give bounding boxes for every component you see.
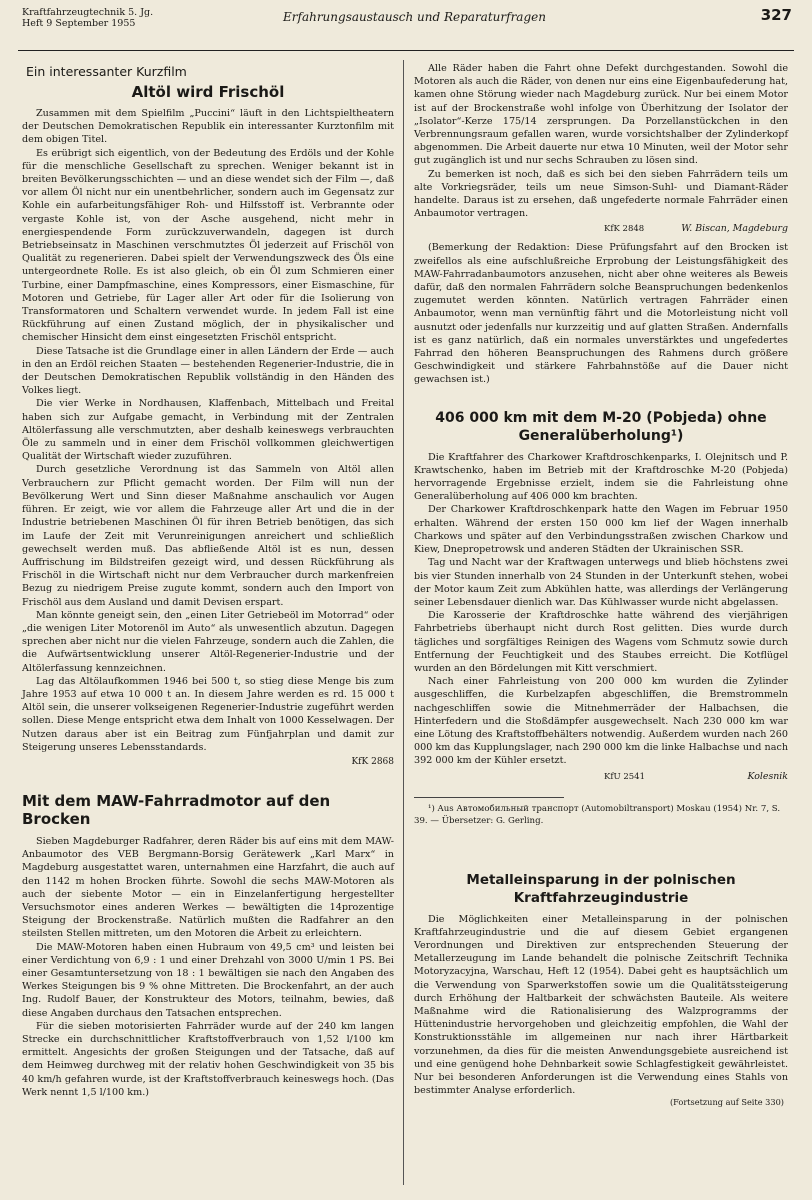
article2-signature [414,223,788,235]
article3-reference: KfU 2541 [604,771,645,782]
article1-title: Altöl wird Frischöl [131,83,285,101]
article3-paragraph: Die Karosserie der Kraftdroschke hatte während des vierjährigen Fahrbetriebs überhaupt nicht durch Rost gelitten. Dies wurde durch tägliches und sorgfältiges Reinigen des Wagens vom Schmutz sowie durch Entfernung der Feuchtigkeit und des Staubes erreicht. Die Kotflügel wurden an den Bördelungen mit Kitt verschmiert. [414,610,788,674]
header-divider [18,50,794,51]
right-column [414,62,788,1108]
section-title: Erfahrungsaustausch und Reparaturfragen [283,10,546,24]
article1-reference: KfK 2868 [351,756,394,767]
article3-author: Kolesnik [747,770,788,782]
article2-author: W. Biscan, Magdeburg [681,223,788,235]
article2-reference: KfK 2848 [604,224,645,235]
article2-title: Mit dem MAW-Fahrradmotor auf den Brocken [22,791,331,828]
editor-note: (Bemerkung der Redaktion: Diese Prüfungsfahrt auf den Brocken ist zweifellos als eine aufschlußreiche Erprobung der Leistungsfähigkeit des MAW-Fahrradanbaumotors anzusehen, nicht aber ohne weiteres als Beweis dafür, daß den normalen Fahrrädern solche Beanspruchungen bedenkenlos zugemutet werden könnten. Natürlich vertragen Fahrräder einen Anbaumotor, wenn man vernünftig fährt und die Motorleistung nicht voll ausnutzt oder jedenfalls nur kurzzeitig und auf glatten Straßen. Andernfalls ist es ganz natürlich, daß ein normales unverstärktes und ungefedertes Fahrrad den höheren Beanspruchungen des Rahmens durch größere Geschwindigkeit und stärkere Fahrbahnstöße auf die Dauer nicht gewachsen ist.) [414,242,788,386]
article3-paragraph: Tag und Nacht war der Kraftwagen unterwegs und blieb höchstens zwei bis vier Stunden innerhalb von 24 Stunden in der Unterkunft stehen, wobei der Motor kaum Zeit zum Abkühlen hatte, was allerdings der Verlängerung seiner Lebensdauer dienlich war. Das Kühlwasser wurde nicht abgelassen. [414,557,788,608]
article3-title: 406 000 km mit dem M-20 (Pobjeda) ohne Generalüberholung¹) [435,409,767,444]
article1-paragraph: Die vier Werke in Nordhausen, Klaffenbach, Mittelbach und Freital haben sich zur Aufgabe gemacht, in Verbindung mit der Zentralen Altölerfassung alle verschmutzten, aber deshalb keineswegs verbrauchten Öle zu sammeln und in einer dem Frischöl vollkommen gleichwertigen Qualität der Wirtschaft wieder zuzuführen. [22,398,394,463]
journal-line-1: Kraftfahrzeugtechnik 5. Jg. [22,7,154,18]
column-divider [403,60,404,1185]
article2-paragraph: Zu bemerken ist noch, daß es sich bei den sieben Fahrrädern teils um alte Vorkriegsräder, teils um neue Simson-Suhl- und Diamant-Räder handelte. Daraus ist zu ersehen, daß ungefederte normale Fahrräder einen Anbaumotor vertragen. [414,168,788,220]
article3-footnote: ¹) Aus Автомобильный транспорт (Automobiltransport) Moskau (1954) Nr. 7, S. 39. — Übersetzer: G. Gerling. [414,803,781,826]
article2-paragraph: Die MAW-Motoren haben einen Hubraum von 49,5 cm³ und leisten bei einer Verdichtung von 6,9 : 1 und einer Drehzahl von 3000 U/min 1 PS. Bei einer Gesamtuntersetzung von 18 : 1 bewältigen sie nach den Angaben des Werkes Steigungen bis 9 % ohne Mittreten. Die Brockenfahrt, an der auch Ing. Rudolf Bauer, der Konstrukteur des Motors, teilnahm, bewies, daß diese Angaben durchaus den Tatsachen entsprechen. [22,941,394,1019]
article1-paragraph: Lag das Altölaufkommen 1946 bei 500 t, so stieg diese Menge bis zum Jahre 1953 auf etwa 10 000 t an. In diesem Jahre werden es rd. 15 000 t Altöl sein, die unserer volkseigenen Regenerier-Industrie zugeführt werden sollen. Diese Menge entspricht etwa dem Inhalt von 1000 Kesselwagen. Der Nutzen daraus aber ist ein Beitrag zum Fünfjahrplan und damit zur Steigerung unseres Lebensstandards. [22,675,394,753]
article4-paragraph: Die Möglichkeiten einer Metalleinsparung in der polnischen Kraftfahrzeugindustrie und die auf diesem Gebiet ergangenen Verordnungen und Direktiven zur entsprechenden Steuerung der Metallerzeugung im Lande behandelt die polnische Zeitschrift Technika Motoryzacyjna, Warschau, Heft 12 (1954). Dabei geht es hauptsächlich um die Verwendung von Sparwerkstoffen sowie um die Qualitätssteigerung durch Erhöhung der Haltbarkeit der schwächsten Bauteile. Als weitere Maßnahme wird die Rationalisierung des Walzprogramms der Hüttenindustrie hervorgehoben und gleichzeitig empfohlen, die Wahl der Konstruktionsstähle im allgemeinen nur nach ihrer Härtbarkeit vorzunehmen, da dies für die meisten Anwendungsgebiete ausreichend ist und eine genügend hohe Dehnbarkeit sowie Schlagfestigkeit gewährleistet. Nur bei besonderen Anforderungen ist die Verwendung eines Stahls von bestimmter Analyse erforderlich. [414,913,788,1097]
article3-signature [414,771,788,783]
article2-paragraph: Sieben Magdeburger Radfahrer, deren Räder bis auf eins mit dem MAW-Anbaumotor des VEB Bergmann-Borsig Gerätewerk „Karl Marx“ in Magdeburg ausgestattet waren, unternahmen eine Harzfahrt, die auch auf den 1142 m hohen Brocken führte. Sowohl die sechs MAW-Motoren als auch der siebente Motor — ein in Einzelanfertigung hergestellter Versuchsmotor eines anderen Werkes — bewältigten die 14prozentige Steigung der Brockenstraße. Natürlich mußten die Radfahrer an den steilsten Stellen mittreten, um den Motoren die Arbeit zu erleichtern. [22,835,394,940]
article2-paragraph: Für die sieben motorisierten Fahrräder wurde auf der 240 km langen Strecke ein durchschnittlicher Kraftstoffverbrauch von 1,52 l/100 km ermittelt. Angesichts der großen Steigungen und der Tatsache, daß auf dem Heimweg durchweg mit der relativ hohen Geschwindigkeit von 35 bis 40 km/h gefahren wurde, ist der Kraftstoffverbrauch keineswegs hoch. (Das Werk nennt 1,5 l/100 km.) [22,1020,394,1098]
continuation-note: (Fortsetzung auf Seite 330) [669,1097,784,1108]
article1-paragraph: Zusammen mit dem Spielfilm „Puccini“ läuft in den Lichtspieltheatern der Deutschen Demokratischen Republik ein interessanter Kurztonfilm mit dem obigen Titel. [22,108,394,146]
article1-paragraph: Durch gesetzliche Verordnung ist das Sammeln von Altöl allen Verbrauchern zur Pflicht gemacht worden. Der Film will nun der Bevölkerung Wert und Sinn dieser Maßnahme anschaulich vor Augen führen. Er zeigt, wie vor allem die Fahrzeuge aller Art und die in der Industrie betriebenen Maschinen Öl für ihren Betrieb benötigen, das sich im Laufe der Zeit mit Verunreinigungen anreichert und schließlich gewechselt werden muß. Das abfließende Altöl ist es nun, dessen Auffrischung im Bildstreifen gezeigt wird, und dessen Rückführung als Frischöl in die Wirtschaft nicht nur dem Verbraucher durch markenfreien Bezug zu niedrigem Preise zugute kommt, sondern auch den Import von Frischöl aus dem Ausland und damit Devisen erspart. [22,464,394,608]
article2-paragraph: Alle Räder haben die Fahrt ohne Defekt durchgestanden. Sowohl die Motoren als auch die Räder, von denen nur eins eine Eigenbaufederung hat, kamen ohne Störung wieder nach Magdeburg zurück. Nur bei einem Motor ist auf der Brockenstraße wohl infolge von Überhitzung der Isolator der „Isolator“-Kerze 175/14 zersprungen. Da Porzellanstückchen in den Verbrennungsraum gefallen waren, wurde vorsichtshalber der Zylinderkopf abgenommen. Die Arbeit dauerte nur etwa 10 Minuten, weil der Motor sehr gut zugänglich ist und nur sechs Schrauben zu lösen sind. [414,63,788,167]
article3-paragraph: Der Charkower Kraftdroschkenpark hatte den Wagen im Februar 1950 erhalten. Während der ersten 150 000 km lief der Wagen innerhalb Charkows und später auf den Verbindungsstraßen zwischen Charkow und Kiew, Dnepropetrowsk und anderen Städten der Ukrainischen SSR. [414,504,788,556]
footnote-divider [414,797,564,798]
article4-title: Metalleinsparung in der polnischen Kraftfahrzeugindustrie [466,871,736,906]
article1-kicker: Ein interessanter Kurzfilm [26,64,187,79]
article3-paragraph: Nach einer Fahrleistung von 200 000 km wurden die Zylinder ausgeschliffen, die Kurbelzapfen abgeschliffen, die Bremstrommeln nachgeschliffen sowie die Mitnehmerräder der Halbachsen, die Hinterfedern und die Stoßdämpfer ausgewechselt. Nach 230 000 km war eine Lötung des Kraftstoffbehälters notwendig. Außerdem wurden nach 260 000 km das Kupplungslager, nach 290 000 km die linke Halbachse und nach 392 000 km der Kühler ersetzt. [414,676,788,767]
article3-paragraph: Die Kraftfahrer des Charkower Kraftdroschkenparks, I. Olejnitsch und P. Krawtschenko, haben im Betrieb mit der Kraftdroschke M-20 (Pobjeda) hervorragende Ergebnisse erzielt, indem sie die Fahrleistung ohne Generalüberholung auf 406 000 km brachten. [414,451,788,503]
article1-paragraph: Es erübrigt sich eigentlich, von der Bedeutung des Erdöls und der Kohle für die menschliche Gesellschaft zu sprechen. Weniger bekannt ist in breiten Bevölkerungsschichten — und an diese wendet sich der Film —, daß vor allem Öl nicht nur ein unentbehrlicher, sondern auch im Gegensatz zur Kohle ein aufarbeitungsfähiger Roh- und Hilfsstoff ist. Verbrannte oder vergaste Kohle ist, von der Asche ausgehend, nicht mehr in energiespendende Form zurückzuverwandeln, dagegen ist durch Betriebseinsatz in Maschinen verschmutztes Öl jederzeit auf Frischöl von Qualität zu regenerieren. Dabei spielt der Verwendungszweck des Öls eine untergeordnete Rolle. Es ist also gleich, ob ein Öl zum Schmieren einer Turbine, einer Dampfmaschine, eines Kompressors, einer Eismaschine, für Motoren und Getriebe, für Lager aller Art oder für die Isolierung von Transformatoren und Schaltern verwendet wurde. In jedem Fall ist eine Rückführung auf einen Zustand möglich, der in physikalischer und chemischer Hinsicht dem einst eingesetzten Frischöl entspricht. [22,147,395,344]
journal-line-2: Heft 9 September 1955 [22,18,136,29]
left-column [22,62,394,1099]
journal-info [22,7,153,29]
article1-paragraph: Man könnte geneigt sein, den „einen Liter Getriebeöl im Motorrad“ oder „die wenigen Liter Motorenöl im Auto“ als unwesentlich abzutun. Dagegen sprechen aber nicht nur die vielen Fahrzeuge, sondern auch die Zahlen, die die Aufwärtsentwicklung unserer Altöl-Regenerier-Industrie und der Altölerfassung kennzeichnen. [22,609,394,674]
article1-paragraph: Diese Tatsache ist die Grundlage einer in allen Ländern der Erde — auch in den an Erdöl reichen Staaten — bestehenden Regenerier-Industrie, die in der Deutschen Demokratischen Republik vollständig in den Händen des Volkes liegt. [22,345,394,397]
page-number: 327 [760,6,792,24]
